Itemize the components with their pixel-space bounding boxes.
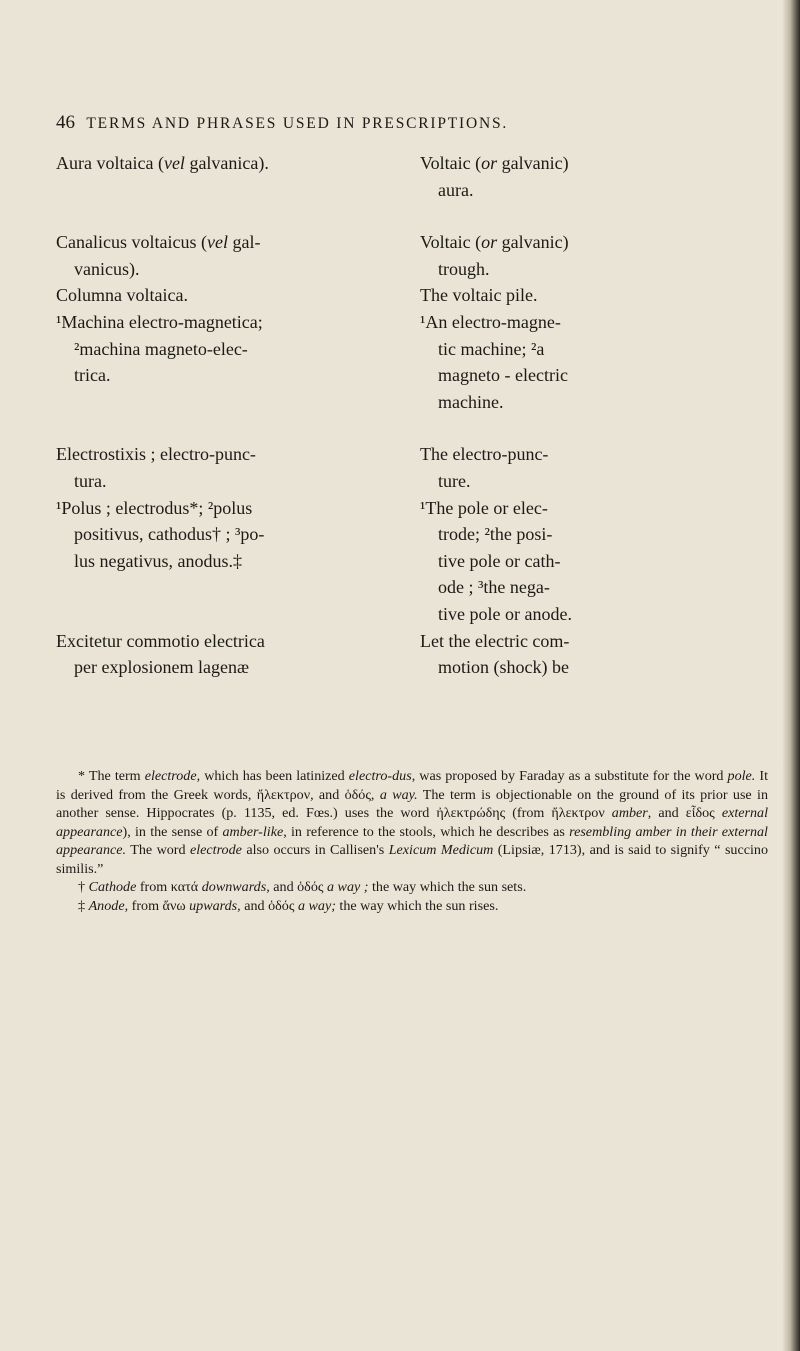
english-translation: Voltaic (or galvanic) aura. <box>420 153 569 200</box>
term-entry <box>56 309 776 415</box>
term-list <box>56 150 776 681</box>
latin-term: Excitetur commotio electrica per explosionem lagenæ <box>56 630 265 678</box>
term-entry <box>56 628 776 681</box>
footnote-cathode: † Cathode from κατά downwards, and ὁδός a way ; the way which the sun sets. <box>78 879 527 895</box>
running-title: TERMS AND PHRASES USED IN PRESCRIPTIONS. <box>86 115 509 132</box>
latin-term: Aura voltaica (vel galvanica). <box>56 153 269 173</box>
footnotes <box>56 767 768 915</box>
latin-term: Electrostixis ; electro-punc- tura. <box>56 444 256 491</box>
latin-term: Columna voltaica. <box>56 285 188 306</box>
footnote-anode: ‡ Anode, from ἄνω upwards, and ὁδός a way; the way which the sun rises. <box>78 897 499 914</box>
latin-term: ¹Polus ; electrodus*; ²polus positivus, cathodus† ; ³po- lus negativus, anodus.‡ <box>56 497 265 571</box>
english-translation: The voltaic pile. <box>420 285 538 306</box>
page-edge-shadow <box>782 0 800 1351</box>
term-entry <box>56 441 776 494</box>
latin-term: ¹Machina electro-magnetica; ²machina magneto-elec- trica. <box>56 311 263 386</box>
page-number: 46 <box>56 112 75 133</box>
term-entry <box>56 495 776 628</box>
term-entry <box>56 150 776 203</box>
english-translation: Voltaic (or galvanic) trough. <box>420 232 569 279</box>
english-translation: ¹The pole or elec- trode; ²the posi- tive pole or cath- ode ; ³the nega- tive pole or anode. <box>420 497 572 624</box>
english-translation: Let the electric com- motion (shock) be <box>420 630 570 678</box>
running-header <box>56 112 756 134</box>
term-entry <box>56 282 776 309</box>
english-translation: ¹An electro-magne- tic machine; ²a magneto - electric machine. <box>420 311 568 412</box>
latin-term: Canalicus voltaicus (vel gal- vanicus). <box>56 232 261 279</box>
term-entry <box>56 229 776 282</box>
english-translation: The electro-punc- ture. <box>420 444 549 491</box>
footnote-electrode: * The term electrode, which has been latinized electro-dus, was proposed by Faraday as a substitute for the word pole. It is derived from the Greek words, ἤλεκτρον, and ὁδός, a way. The term is objectionable on the ground of its prior use in another sense. Hippocrates (p. 1135, ed. Fœs.) uses the word ἠλεκτρώδης (from ἤλεκτρον amber, and εἶδος external appearance), in the sense of amber-like, in reference to the stools, which he describes as resembling amber in their external appearance. The word electrode also occurs in Callisen's Lexicum Medicum (Lipsiæ, 1713), and is said to signify “ succino similis.” <box>56 768 769 877</box>
